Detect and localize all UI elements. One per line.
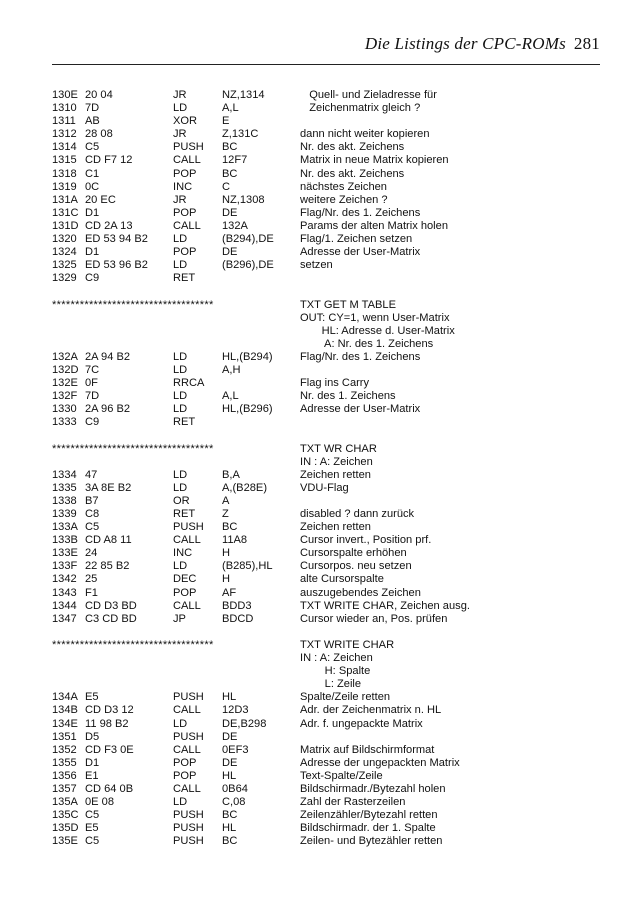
blank-line (52, 626, 602, 639)
comment: TXT WRITE CHAR, Zeichen ausg. (300, 599, 470, 612)
mnemonic: CALL (173, 599, 201, 612)
assembly-listing (52, 89, 602, 848)
opcode-bytes: 0F (85, 377, 98, 390)
listing-line (52, 560, 602, 573)
listing-line (52, 102, 602, 115)
address: 1339 (52, 508, 77, 520)
asterisk-separator: *********************************** (52, 442, 214, 455)
routine-name: TXT WRITE CHAR (300, 638, 395, 651)
address: 1334 (52, 468, 77, 481)
address: 133A (52, 521, 78, 534)
listing-line (52, 207, 602, 220)
opcode-bytes: 22 85 B2 (85, 560, 130, 573)
comment: nächstes Zeichen (300, 180, 387, 193)
listing-line (52, 246, 602, 259)
opcode-bytes: D1 (85, 246, 100, 259)
mnemonic: LD (173, 233, 188, 246)
listing-line (52, 220, 602, 233)
opcode-bytes: C8 (85, 508, 100, 520)
header-rule (52, 64, 600, 65)
operand: BC (222, 167, 238, 180)
listing-line (52, 351, 602, 364)
listing-line (52, 547, 602, 560)
operand: BC (222, 835, 238, 848)
operand: E (222, 115, 230, 128)
opcode-bytes: 47 (85, 468, 98, 481)
operand: HL,(B296) (222, 403, 273, 416)
operand: Z,131C (222, 128, 259, 141)
operand: 12F7 (222, 154, 248, 167)
mnemonic: LD (173, 350, 188, 363)
operand: HL (222, 769, 237, 782)
address: 1325 (52, 259, 77, 272)
address: 1312 (52, 128, 77, 141)
opcode-bytes: C9 (85, 272, 100, 285)
mnemonic: PUSH (173, 835, 204, 848)
mnemonic: RET (173, 416, 196, 429)
address: 1352 (52, 743, 77, 756)
address: 134A (52, 691, 78, 704)
operand: 132A (222, 219, 248, 232)
comment: H: Spalte (300, 665, 371, 678)
address: 1338 (52, 494, 77, 507)
comment: Nr. des akt. Zeichens (300, 167, 405, 180)
operand: A,(B28E) (222, 481, 268, 494)
mnemonic: CALL (173, 534, 201, 547)
listing-line (52, 338, 602, 351)
opcode-bytes: CD F3 0E (85, 743, 134, 756)
comment: HL: Adresse d. User-Matrix (300, 324, 455, 337)
listing-line (52, 534, 602, 547)
listing-line (52, 809, 602, 822)
operand: B,A (222, 468, 240, 481)
mnemonic: LD (173, 102, 188, 115)
opcode-bytes: 0C (85, 180, 100, 193)
listing-line (52, 508, 602, 521)
listing-line (52, 822, 602, 835)
listing-line (52, 364, 602, 377)
listing-line (52, 233, 602, 246)
opcode-bytes: C5 (85, 141, 100, 154)
comment: Adresse der ungepackten Matrix (300, 756, 460, 769)
listing-line (52, 521, 602, 534)
operand: DE (222, 756, 238, 769)
comment: Adresse der User-Matrix (300, 403, 421, 416)
operand: H (222, 573, 231, 586)
opcode-bytes: F1 (85, 586, 98, 599)
opcode-bytes: 20 04 (85, 89, 113, 101)
operand: BDCD (222, 612, 254, 625)
opcode-bytes: 0E 08 (85, 796, 114, 809)
mnemonic: LD (173, 796, 188, 809)
opcode-bytes: 11 98 B2 (85, 717, 129, 730)
operand: A,L (222, 102, 239, 115)
operand: HL,(B294) (222, 350, 273, 363)
opcode-bytes: CD D3 BD (85, 599, 137, 612)
listing-line (52, 665, 602, 678)
mnemonic: CALL (173, 782, 201, 795)
asterisk-separator: *********************************** (52, 298, 214, 311)
mnemonic: JR (173, 193, 187, 206)
comment: Zahl der Rasterzeilen (300, 796, 406, 809)
address: 1315 (52, 154, 77, 167)
listing-line (52, 325, 602, 338)
address: 1342 (52, 573, 77, 586)
opcode-bytes: C9 (85, 416, 100, 429)
operand: DE (222, 246, 238, 259)
operand: A,H (222, 363, 241, 376)
operand: DE,B298 (222, 717, 267, 730)
listing-line (52, 154, 602, 167)
listing-line (52, 744, 602, 757)
operand: HL (222, 822, 237, 835)
comment: Cursorspalte erhöhen (300, 547, 407, 560)
listing-line (52, 573, 602, 586)
comment: L: Zeile (300, 678, 362, 691)
operand: BDD3 (222, 599, 252, 612)
mnemonic: POP (173, 206, 197, 219)
address: 1320 (52, 233, 77, 246)
comment: Spalte/Zeile retten (300, 691, 391, 704)
listing-line (52, 259, 602, 272)
mnemonic: PUSH (173, 809, 204, 822)
comment: Matrix auf Bildschirmformat (300, 743, 435, 756)
operand: (B296),DE (222, 259, 274, 272)
opcode-bytes: B7 (85, 494, 99, 507)
comment: Adresse der User-Matrix (300, 246, 421, 259)
operand: DE (222, 730, 238, 743)
mnemonic: INC (173, 180, 193, 193)
address: 131D (52, 219, 79, 232)
mnemonic: CALL (173, 704, 201, 717)
listing-line (52, 783, 602, 796)
listing-line (52, 141, 602, 154)
mnemonic: INC (173, 547, 193, 560)
opcode-bytes: CD 2A 13 (85, 219, 133, 232)
routine-name: TXT WR CHAR (300, 442, 377, 455)
address: 1310 (52, 102, 77, 115)
listing-line (52, 416, 602, 429)
comment: Cursorpos. neu setzen (300, 560, 412, 573)
operand: 0EF3 (222, 743, 249, 756)
address: 1311 (52, 115, 76, 128)
address: 1319 (52, 180, 77, 193)
address: 1324 (52, 246, 77, 259)
mnemonic: PUSH (173, 521, 204, 534)
listing-line (52, 587, 602, 600)
opcode-bytes: D1 (85, 756, 100, 769)
mnemonic: PUSH (173, 730, 204, 743)
comment: Zeilenzähler/Bytezahl retten (300, 809, 438, 822)
opcode-bytes: CD 64 0B (85, 782, 134, 795)
mnemonic: RET (173, 272, 196, 285)
comment: auszugebendes Zeichen (300, 586, 421, 599)
mnemonic: CALL (173, 743, 201, 756)
address: 1357 (52, 782, 77, 795)
mnemonic: POP (173, 586, 197, 599)
comment: Adr. f. ungepackte Matrix (300, 717, 423, 730)
address: 1344 (52, 599, 77, 612)
listing-line (52, 704, 602, 717)
mnemonic: POP (173, 167, 197, 180)
address: 132E (52, 377, 78, 390)
comment: Bildschirmadr. der 1. Spalte (300, 822, 436, 835)
address: 130E (52, 89, 78, 101)
mnemonic: LD (173, 560, 188, 573)
opcode-bytes: E5 (85, 822, 99, 835)
address: 1356 (52, 769, 77, 782)
opcode-bytes: C5 (85, 835, 100, 848)
mnemonic: PUSH (173, 822, 204, 835)
listing-line (52, 652, 602, 665)
comment: OUT: CY=1, wenn User-Matrix (300, 311, 450, 324)
listing-line (52, 757, 602, 770)
operand: A,L (222, 390, 239, 403)
operand: A (222, 494, 230, 507)
comment: disabled ? dann zurück (300, 508, 415, 520)
comment: Params der alten Matrix holen (300, 219, 448, 232)
listing-line (52, 181, 602, 194)
mnemonic: CALL (173, 154, 201, 167)
address: 1333 (52, 416, 77, 429)
listing-line (52, 678, 602, 691)
address: 134B (52, 704, 78, 717)
running-title: Die Listings der CPC-ROMs (364, 34, 566, 53)
mnemonic: POP (173, 756, 197, 769)
address: 1314 (52, 141, 77, 154)
operand: AF (222, 586, 237, 599)
listing-line (52, 168, 602, 181)
address: 1335 (52, 481, 77, 494)
listing-line (52, 312, 602, 325)
mnemonic: LD (173, 481, 188, 494)
operand: (B294),DE (222, 233, 274, 246)
comment: Flag ins Carry (300, 377, 370, 390)
opcode-bytes: E5 (85, 691, 99, 704)
comment: Zeilen- und Bytezähler retten (300, 835, 443, 848)
comment: Adr. der Zeichenmatrix n. HL (300, 704, 442, 717)
comment: A: Nr. des 1. Zeichens (300, 337, 434, 350)
mnemonic: LD (173, 468, 188, 481)
operand: DE (222, 206, 238, 219)
operand: 11A8 (222, 534, 248, 547)
opcode-bytes: ED 53 94 B2 (85, 233, 148, 246)
address: 135C (52, 809, 79, 822)
address: 133B (52, 534, 78, 547)
opcode-bytes: CD A8 11 (85, 534, 132, 547)
comment: IN : A: Zeichen (300, 455, 373, 468)
listing-line (52, 600, 602, 613)
listing-line (52, 128, 602, 141)
operand: (B285),HL (222, 560, 273, 573)
opcode-bytes: D1 (85, 206, 100, 219)
comment: Matrix in neue Matrix kopieren (300, 154, 449, 167)
operand: 12D3 (222, 704, 249, 717)
address: 132D (52, 363, 79, 376)
comment: alte Cursorspalte (300, 573, 384, 586)
listing-line (52, 272, 602, 285)
operand: BC (222, 809, 238, 822)
opcode-bytes: 20 EC (85, 193, 116, 206)
listing-line (52, 796, 602, 809)
mnemonic: CALL (173, 219, 201, 232)
operand: Z (222, 508, 229, 520)
section-separator (52, 299, 602, 312)
blank-line (52, 285, 602, 298)
listing-line (52, 377, 602, 390)
address: 1347 (52, 612, 77, 625)
listing-line (52, 89, 602, 102)
comment: Zeichenmatrix gleich ? (300, 102, 421, 115)
comment: Flag/1. Zeichen setzen (300, 233, 413, 246)
comment: Zeichen retten (300, 521, 371, 534)
comment: Flag/Nr. des 1. Zeichens (300, 350, 421, 363)
address: 1318 (52, 167, 77, 180)
listing-line (52, 495, 602, 508)
address: 1343 (52, 586, 77, 599)
operand: HL (222, 691, 237, 704)
operand: BC (222, 521, 238, 534)
listing-line (52, 456, 602, 469)
opcode-bytes: CD D3 12 (85, 704, 134, 717)
comment: Bildschirmadr./Bytezahl holen (300, 782, 446, 795)
address: 132F (52, 390, 78, 403)
listing-line (52, 731, 602, 744)
address: 135E (52, 835, 78, 848)
mnemonic: POP (173, 246, 197, 259)
comment: Quell- und Zieladresse für (300, 89, 437, 101)
comment: Zeichen retten (300, 468, 371, 481)
opcode-bytes: 24 (85, 547, 98, 560)
comment: Nr. des 1. Zeichens (300, 390, 396, 403)
mnemonic: RET (173, 508, 196, 520)
address: 134E (52, 717, 78, 730)
opcode-bytes: D5 (85, 730, 100, 743)
address: 132A (52, 350, 78, 363)
address: 131C (52, 206, 79, 219)
address: 1329 (52, 272, 77, 285)
mnemonic: LD (173, 403, 188, 416)
mnemonic: XOR (173, 115, 198, 128)
address: 135A (52, 796, 78, 809)
address: 131A (52, 193, 78, 206)
comment: weitere Zeichen ? (300, 193, 388, 206)
mnemonic: LD (173, 363, 188, 376)
section-separator (52, 443, 602, 456)
operand: NZ,1308 (222, 193, 265, 206)
operand: C,08 (222, 796, 246, 809)
asterisk-separator: *********************************** (52, 638, 214, 651)
opcode-bytes: C5 (85, 809, 100, 822)
mnemonic: DEC (173, 573, 197, 586)
listing-line (52, 770, 602, 783)
address: 133E (52, 547, 78, 560)
comment: Nr. des akt. Zeichens (300, 141, 405, 154)
comment: Text-Spalte/Zeile (300, 769, 383, 782)
blank-line (52, 429, 602, 442)
address: 135D (52, 822, 79, 835)
mnemonic: LD (173, 717, 188, 730)
opcode-bytes: 25 (85, 573, 98, 586)
mnemonic: RRCA (173, 377, 205, 390)
mnemonic: POP (173, 769, 197, 782)
mnemonic: JP (173, 612, 186, 625)
listing-line (52, 403, 602, 416)
mnemonic: LD (173, 390, 188, 403)
mnemonic: PUSH (173, 141, 204, 154)
address: 1355 (52, 756, 77, 769)
operand: H (222, 547, 231, 560)
operand: BC (222, 141, 238, 154)
opcode-bytes: 7D (85, 102, 100, 115)
opcode-bytes: 2A 94 B2 (85, 350, 131, 363)
opcode-bytes: C1 (85, 167, 100, 180)
listing-line (52, 469, 602, 482)
opcode-bytes: 28 08 (85, 128, 113, 141)
opcode-bytes: 7D (85, 390, 100, 403)
listing-line (52, 718, 602, 731)
opcode-bytes: 2A 96 B2 (85, 403, 131, 416)
section-separator (52, 639, 602, 652)
listing-line (52, 691, 602, 704)
listing-line (52, 194, 602, 207)
comment: Cursor invert., Position prf. (300, 534, 432, 547)
listing-line (52, 482, 602, 495)
address: 1330 (52, 403, 77, 416)
mnemonic: JR (173, 128, 187, 141)
opcode-bytes: 7C (85, 363, 100, 376)
address: 1351 (52, 730, 77, 743)
operand: 0B64 (222, 782, 248, 795)
comment: Cursor wieder an, Pos. prüfen (300, 612, 448, 625)
address: 133F (52, 560, 78, 573)
opcode-bytes: C5 (85, 521, 100, 534)
opcode-bytes: AB (85, 115, 100, 128)
comment: dann nicht weiter kopieren (300, 128, 430, 141)
mnemonic: JR (173, 89, 187, 101)
operand: NZ,1314 (222, 89, 265, 101)
listing-line (52, 613, 602, 626)
comment: IN : A: Zeichen (300, 652, 373, 665)
operand: C (222, 180, 231, 193)
listing-line (52, 115, 602, 128)
mnemonic: OR (173, 494, 190, 507)
opcode-bytes: C3 CD BD (85, 612, 137, 625)
comment: VDU-Flag (300, 481, 349, 494)
opcode-bytes: ED 53 96 B2 (85, 259, 148, 272)
comment: setzen (300, 259, 333, 272)
listing-line (52, 835, 602, 848)
opcode-bytes: CD F7 12 (85, 154, 133, 167)
opcode-bytes: 3A 8E B2 (85, 481, 132, 494)
routine-name: TXT GET M TABLE (300, 298, 396, 311)
listing-line (52, 390, 602, 403)
mnemonic: LD (173, 259, 188, 272)
opcode-bytes: E1 (85, 769, 99, 782)
page-number: 281 (573, 34, 600, 53)
page-header (0, 34, 600, 60)
comment: Flag/Nr. des 1. Zeichens (300, 206, 421, 219)
mnemonic: PUSH (173, 691, 204, 704)
